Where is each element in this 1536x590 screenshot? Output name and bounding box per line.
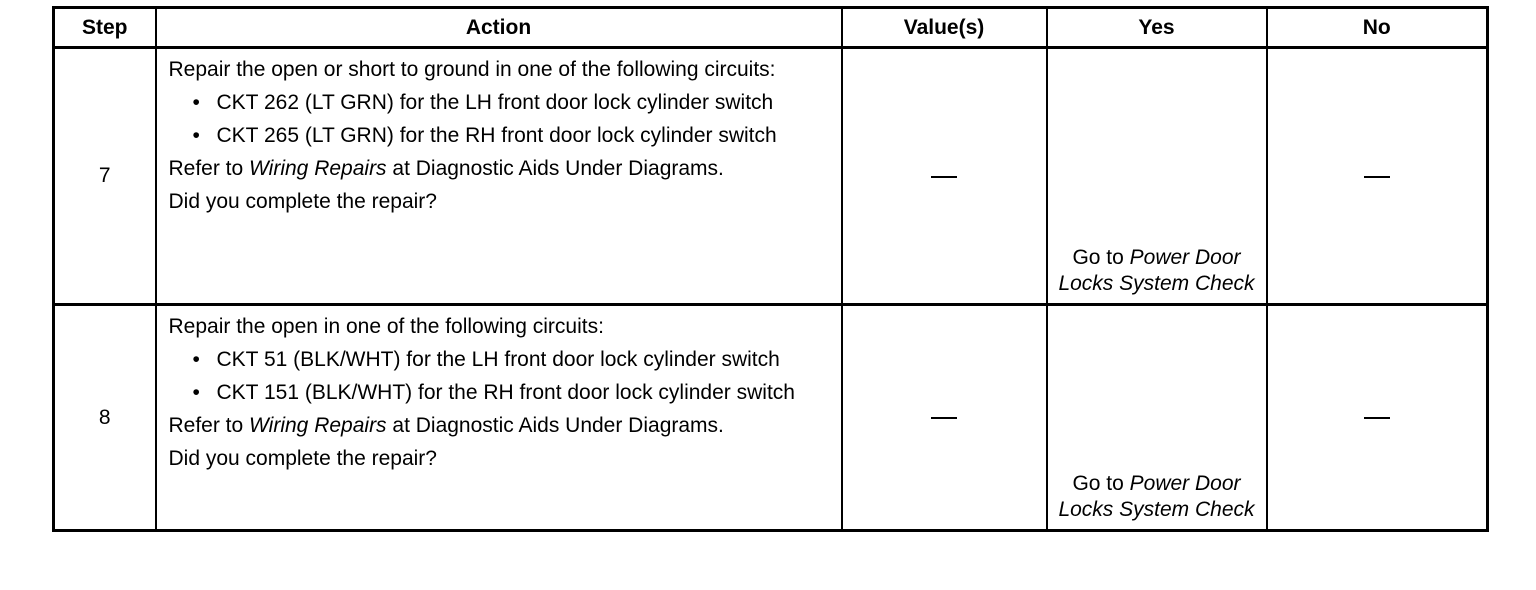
- header-values: Value(s): [842, 8, 1047, 48]
- no-cell: [1267, 48, 1488, 305]
- refer-line: [169, 156, 829, 181]
- header-no: No: [1267, 8, 1488, 48]
- yes-prefix: Go to: [1072, 246, 1130, 269]
- value-cell: [842, 305, 1047, 531]
- header-yes: Yes: [1047, 8, 1267, 48]
- list-item: [169, 90, 829, 115]
- circuit-list: [169, 347, 829, 405]
- value-cell: [842, 48, 1047, 305]
- system-check-link[interactable]: Power Door Locks System Check: [1058, 246, 1255, 295]
- list-item: [169, 380, 829, 405]
- action-question: Did you complete the repair?: [168, 447, 437, 470]
- step-number: 8: [54, 305, 156, 531]
- header-action: Action: [156, 8, 842, 48]
- step-number: 7: [54, 48, 156, 305]
- list-item: [169, 347, 829, 372]
- yes-prefix: Go to: [1072, 472, 1130, 495]
- table-row: [54, 305, 1488, 531]
- wiring-repairs-link[interactable]: Wiring Repairs: [249, 414, 387, 437]
- circuit-text: CKT 265 (LT GRN) for the RH front door lock cylinder switch: [216, 124, 777, 147]
- header-row: [54, 8, 1488, 48]
- header-step: Step: [54, 8, 156, 48]
- circuit-text: CKT 51 (BLK/WHT) for the LH front door lock cylinder switch: [216, 348, 780, 371]
- dash-mark: [931, 176, 957, 178]
- circuit-text: CKT 151 (BLK/WHT) for the RH front door lock cylinder switch: [216, 381, 795, 404]
- dash-mark: [1364, 176, 1390, 178]
- yes-cell: [1047, 305, 1267, 531]
- diagnostic-table: [52, 6, 1489, 532]
- no-cell: [1267, 305, 1488, 531]
- action-question: Did you complete the repair?: [168, 190, 437, 213]
- circuit-text: CKT 262 (LT GRN) for the LH front door lock cylinder switch: [216, 91, 774, 114]
- action-cell: [156, 305, 842, 531]
- action-cell: [156, 48, 842, 305]
- refer-suffix: at Diagnostic Aids Under Diagrams.: [386, 414, 724, 437]
- dash-mark: [931, 417, 957, 419]
- refer-line: [169, 413, 829, 438]
- list-item: [169, 123, 829, 148]
- bullet-icon: •: [192, 124, 200, 147]
- table-row: [54, 48, 1488, 305]
- yes-cell: [1047, 48, 1267, 305]
- refer-prefix: Refer to: [168, 157, 250, 180]
- refer-suffix: at Diagnostic Aids Under Diagrams.: [386, 157, 724, 180]
- dash-mark: [1364, 417, 1390, 419]
- bullet-icon: •: [192, 91, 200, 114]
- action-intro: Repair the open in one of the following circuits:: [168, 315, 604, 338]
- action-intro: Repair the open or short to ground in one of the following circuits:: [168, 58, 776, 81]
- wiring-repairs-link[interactable]: Wiring Repairs: [249, 157, 387, 180]
- bullet-icon: •: [192, 348, 200, 371]
- bullet-icon: •: [192, 381, 200, 404]
- refer-prefix: Refer to: [168, 414, 250, 437]
- circuit-list: [169, 90, 829, 148]
- system-check-link[interactable]: Power Door Locks System Check: [1058, 472, 1255, 521]
